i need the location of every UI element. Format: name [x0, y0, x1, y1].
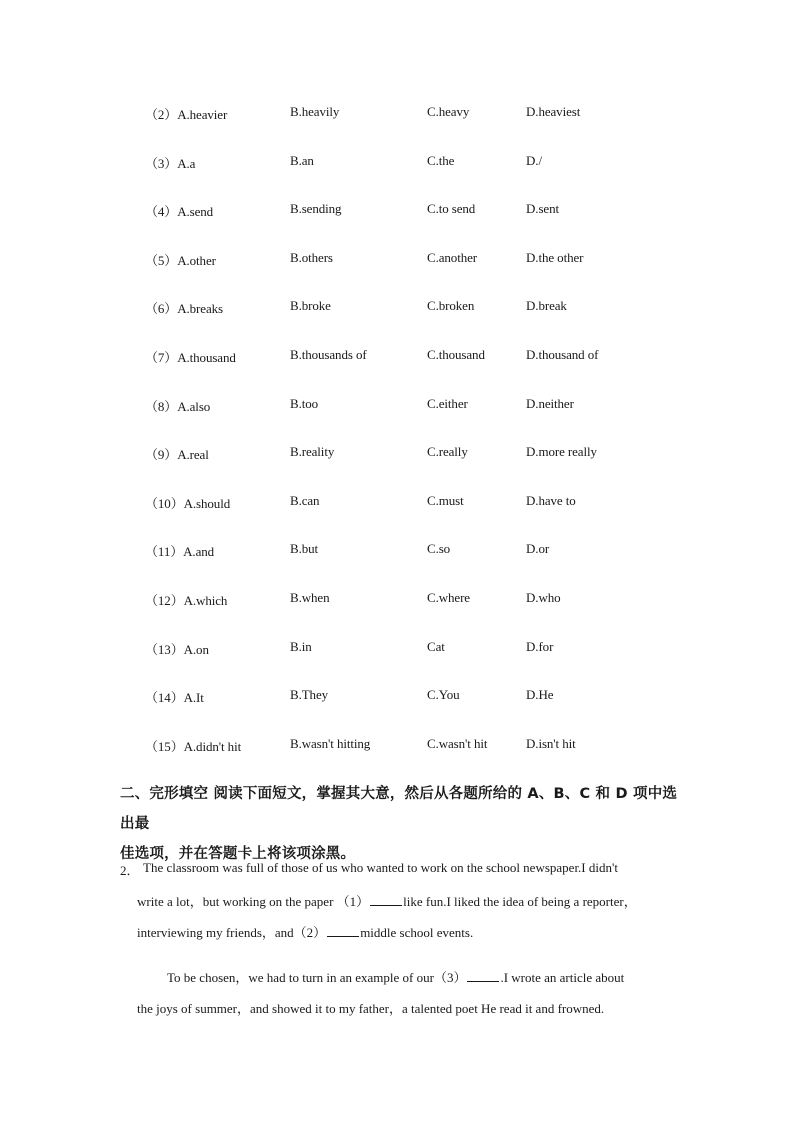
- option-a: A.on: [183, 641, 209, 657]
- option-c: C.to send: [427, 201, 476, 217]
- question-number-and-option-a: [145, 298, 223, 317]
- passage-text: .I wrote an article about: [500, 970, 625, 985]
- option-b: B.broke: [290, 298, 331, 314]
- option-b: B.can: [290, 492, 320, 508]
- option-d: D.He: [526, 687, 554, 703]
- question-number: （14）: [145, 690, 184, 706]
- option-row: [0, 250, 794, 299]
- question-number: （11）: [145, 544, 184, 560]
- question-number: （15）: [145, 738, 184, 754]
- option-c: C.so: [427, 541, 451, 557]
- question-number-and-option-a: [145, 590, 227, 609]
- question-number-and-option-a: [145, 444, 209, 463]
- option-d: D.who: [526, 589, 561, 605]
- option-c: C.where: [427, 589, 470, 605]
- option-c: C.either: [427, 395, 468, 411]
- option-b: B.too: [290, 395, 319, 411]
- passage-text: middle school events.: [360, 925, 474, 940]
- question-number-and-option-a: [145, 736, 241, 755]
- option-a: A.send: [177, 204, 214, 220]
- question-number-and-option-a: [145, 104, 227, 123]
- option-d: D.more really: [526, 444, 597, 460]
- option-row: [0, 590, 794, 639]
- answer-blank-1: [370, 894, 402, 906]
- option-a: A.a: [177, 155, 196, 171]
- option-a: A.and: [183, 544, 215, 560]
- option-c: C.another: [427, 249, 478, 265]
- passage-text: like fun.I liked the idea of being a reporter，: [403, 894, 637, 909]
- option-a: A.also: [177, 398, 211, 414]
- question-number: （10）: [145, 495, 184, 511]
- option-b: B.but: [290, 541, 319, 557]
- option-c: C.You: [427, 687, 460, 703]
- option-d: D.for: [526, 638, 554, 654]
- question-number-and-option-a: [145, 493, 230, 512]
- question-number-and-option-a: [145, 396, 210, 415]
- option-a: A.It: [183, 690, 204, 706]
- section-heading: [120, 779, 690, 869]
- question-number-and-option-a: [145, 541, 214, 560]
- passage-line-5: the joys of summer，and showed it to my father，a talented poet He read it and frowned.: [137, 1001, 605, 1016]
- question-number: （4）: [145, 204, 178, 220]
- option-d: D.break: [526, 298, 567, 314]
- passage-line-2: [137, 891, 637, 910]
- option-b: B.They: [290, 687, 329, 703]
- question-number: 2．: [120, 863, 140, 878]
- option-b: B.heavily: [290, 104, 340, 119]
- passage-text: write a lot，but working on the paper （1）: [137, 894, 370, 909]
- question-number-and-option-a: [145, 250, 216, 269]
- option-a: A.thousand: [177, 349, 236, 365]
- option-a: A.breaks: [177, 301, 223, 317]
- option-c: Cat: [427, 638, 445, 654]
- option-c: C.wasn't hit: [427, 735, 488, 751]
- question-number-and-option-a: [145, 153, 195, 172]
- option-c: C.must: [427, 492, 464, 508]
- question-number: （7）: [145, 349, 178, 365]
- option-b: B.wasn't hitting: [290, 735, 371, 751]
- option-d: D.isn't hit: [526, 735, 576, 751]
- question-number: （8）: [145, 398, 178, 414]
- option-row: [0, 201, 794, 250]
- option-a: A.real: [177, 447, 209, 463]
- option-row: [0, 541, 794, 590]
- option-b: B.in: [290, 638, 312, 654]
- option-row: [0, 639, 794, 688]
- passage-text: To be chosen，we had to turn in an example of our（3）: [167, 970, 467, 985]
- question-number: （9）: [145, 447, 178, 463]
- option-a: A.should: [183, 495, 231, 511]
- option-c: C.broken: [427, 298, 475, 314]
- option-b: B.when: [290, 589, 330, 605]
- option-row: [0, 444, 794, 493]
- question-number-and-option-a: [145, 201, 213, 220]
- option-d: D.or: [526, 541, 550, 557]
- passage-line-4: [167, 967, 624, 986]
- option-d: D.neither: [526, 395, 574, 411]
- question-number: （12）: [145, 592, 184, 608]
- question-number: （2）: [145, 107, 178, 122]
- option-c: C.heavy: [427, 104, 470, 119]
- option-row: [0, 104, 794, 153]
- section-heading-line-2: 佳选项，并在答题卡上将该项涂黑。: [120, 846, 356, 862]
- question-number: （5）: [145, 252, 178, 268]
- option-c: C.the: [427, 152, 455, 168]
- question-number-and-option-a: [145, 347, 236, 366]
- option-d: D.heaviest: [526, 104, 581, 119]
- option-d: D.sent: [526, 201, 559, 217]
- option-row: [0, 347, 794, 396]
- option-d: D./: [526, 152, 542, 168]
- passage-text: interviewing my friends，and（2）: [137, 925, 327, 940]
- section-heading-line-1: 二、完形填空 阅读下面短文，掌握其大意，然后从各题所给的 A、B、C 和 D 项中选出最: [120, 786, 678, 832]
- answer-blank-2: [327, 925, 359, 937]
- option-d: D.have to: [526, 492, 576, 508]
- option-b: B.others: [290, 249, 333, 265]
- option-b: B.thousands of: [290, 346, 367, 362]
- question-number: （3）: [145, 155, 178, 171]
- passage-line-1: The classroom was full of those of us who wanted to work on the school newspaper.I didn't: [143, 860, 618, 875]
- option-c: C.thousand: [427, 346, 485, 362]
- passage-line-3: [137, 922, 473, 941]
- option-row: [0, 153, 794, 202]
- option-row: [0, 493, 794, 542]
- option-row: [0, 687, 794, 736]
- option-a: A.other: [177, 252, 216, 268]
- question-number: （6）: [145, 301, 178, 317]
- option-row: [0, 396, 794, 445]
- option-a: A.which: [183, 592, 228, 608]
- option-a: A.heavier: [177, 107, 228, 122]
- option-b: B.sending: [290, 201, 342, 217]
- question-number-and-option-a: [145, 687, 204, 706]
- option-c: C.really: [427, 444, 468, 460]
- question-number-and-option-a: [145, 639, 209, 658]
- answer-options-list: [0, 104, 794, 784]
- option-b: B.an: [290, 152, 314, 168]
- option-row: [0, 298, 794, 347]
- question-number: （13）: [145, 641, 184, 657]
- option-row: [0, 736, 794, 785]
- option-b: B.reality: [290, 444, 335, 460]
- option-d: D.the other: [526, 249, 584, 265]
- answer-blank-3: [467, 970, 499, 982]
- option-a: A.didn't hit: [183, 738, 242, 754]
- option-d: D.thousand of: [526, 346, 599, 362]
